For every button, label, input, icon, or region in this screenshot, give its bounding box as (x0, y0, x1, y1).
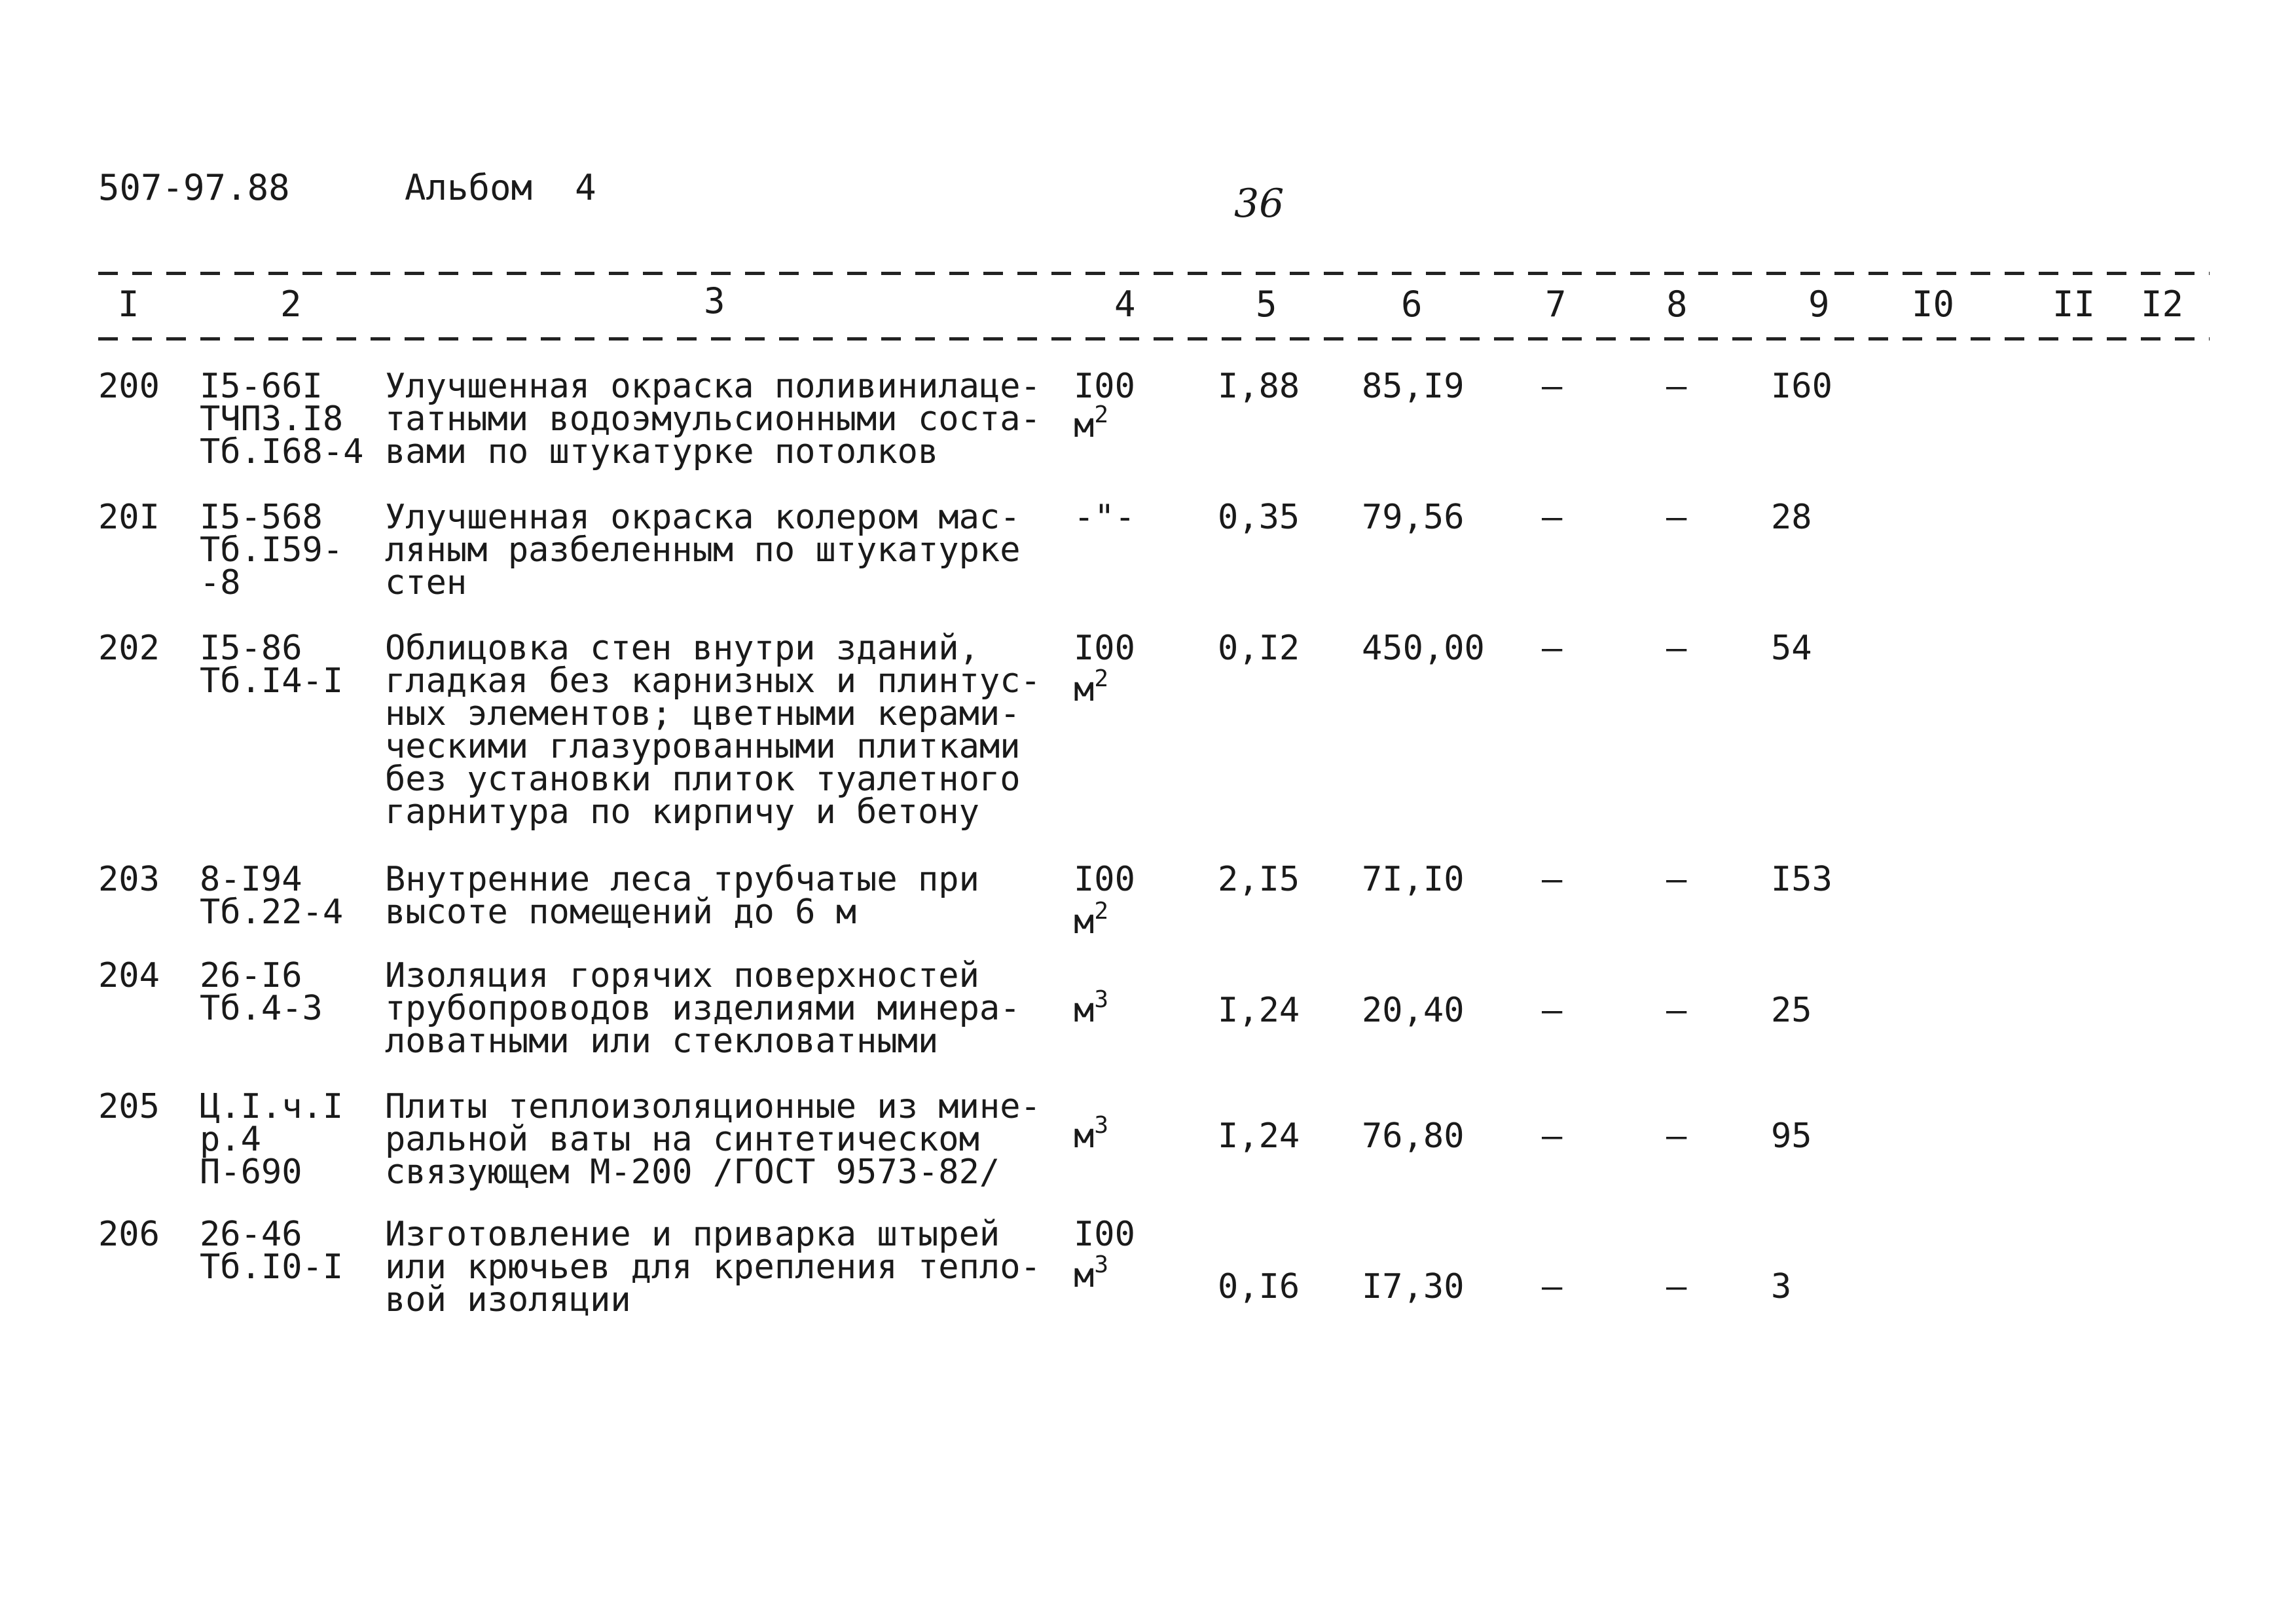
cell-col8: – (1666, 991, 1687, 1030)
code-line: Тб.4-3 (200, 989, 323, 1028)
description-line: ных элементов; цветными керами- (385, 694, 1021, 733)
code-line: Тб.I59- (200, 530, 344, 570)
row-number: 205 (98, 1087, 160, 1126)
page-number: 36 (1234, 181, 1285, 227)
cell-col7: – (1542, 860, 1563, 899)
cell-col9: 25 (1771, 991, 1812, 1030)
code-line: р.4 (200, 1120, 261, 1159)
cell-col8: – (1666, 367, 1687, 406)
unit-measure: $м^3$ (1074, 1251, 1108, 1295)
cell-col8: – (1666, 1267, 1687, 1306)
cell-col7: – (1542, 367, 1563, 406)
cell-col8: – (1666, 860, 1687, 899)
row-number: 204 (98, 956, 160, 995)
code-line: 8-I94 (200, 860, 302, 899)
cell-col5: 0,I2 (1218, 629, 1300, 668)
code-line: Тб.I0-I (200, 1247, 344, 1287)
cell-col6: 79,56 (1362, 498, 1465, 537)
unit-measure: $м^2$ (1074, 898, 1108, 942)
unit-value: -"- (1074, 498, 1135, 537)
unit-measure: $м^2$ (1074, 665, 1108, 709)
description-line: ральной ваты на синтетическом (385, 1120, 979, 1159)
description-line: вой изоляции (385, 1280, 631, 1320)
description-line: или крючьев для крепления тепло- (385, 1247, 1041, 1287)
cell-col5: I,88 (1218, 367, 1300, 406)
cell-col9: 95 (1771, 1116, 1812, 1156)
code-line: -8 (200, 563, 241, 602)
cell-col9: 28 (1771, 498, 1812, 537)
cell-col9: 3 (1771, 1267, 1792, 1306)
cell-col5: 2,I5 (1218, 860, 1300, 899)
unit-value: I00 (1074, 367, 1135, 406)
column-header: 4 (1114, 284, 1136, 325)
description-line: гарнитура по кирпичу и бетону (385, 792, 979, 832)
row-number: 200 (98, 367, 160, 406)
description-line: Плиты теплоизоляционные из мине- (385, 1087, 1041, 1126)
row-number: 202 (98, 629, 160, 668)
row-number: 203 (98, 860, 160, 899)
cell-col6: 450,00 (1362, 629, 1485, 668)
cell-col9: 54 (1771, 629, 1812, 668)
description-line: ческими глазурованными плитками (385, 727, 1021, 766)
unit-measure: $м^3$ (1074, 1112, 1108, 1156)
cell-col6: 76,80 (1362, 1116, 1465, 1156)
cell-col8: – (1666, 1116, 1687, 1156)
column-header: 5 (1256, 284, 1277, 325)
cell-col7: – (1542, 498, 1563, 537)
column-header: 6 (1401, 284, 1423, 325)
column-header: I0 (1912, 284, 1955, 325)
description-line: Улучшенная окраска колером мас- (385, 498, 1021, 537)
row-number: 20I (98, 498, 160, 537)
cell-col7: – (1542, 991, 1563, 1030)
code-line: П-690 (200, 1153, 302, 1192)
description-line: Облицовка стен внутри зданий, (385, 629, 979, 668)
cell-col5: 0,35 (1218, 498, 1300, 537)
document-code: 507-97.88 (98, 167, 290, 208)
unit-measure: $м^3$ (1074, 986, 1108, 1030)
unit-value: I00 (1074, 860, 1135, 899)
cell-col7: – (1542, 629, 1563, 668)
column-header: 3 (704, 280, 725, 322)
cell-col5: 0,I6 (1218, 1267, 1300, 1306)
cell-col9: I60 (1771, 367, 1832, 406)
cell-col7: – (1542, 1116, 1563, 1156)
description-line: трубопроводов изделиями минера- (385, 989, 1021, 1028)
cell-col7: – (1542, 1267, 1563, 1306)
code-line: I5-66I (200, 367, 323, 406)
column-header: II (2052, 284, 2096, 325)
column-header: 7 (1545, 284, 1567, 325)
code-line: Тб.I68-4 (200, 432, 364, 471)
description-line: ляным разбеленным по штукатурке (385, 530, 1021, 570)
code-line: I5-86 (200, 629, 302, 668)
cell-col6: 20,40 (1362, 991, 1465, 1030)
description-line: ловатными или стекловатными (385, 1022, 939, 1061)
description-line: без установки плиток туалетного (385, 760, 1021, 799)
column-header: 9 (1808, 284, 1830, 325)
description-line: татными водоэмульсионными соста- (385, 399, 1041, 439)
cell-col9: I53 (1771, 860, 1832, 899)
album-label: Альбом 4 (405, 167, 596, 208)
code-line: Тб.22-4 (200, 893, 344, 932)
column-header: I2 (2141, 284, 2184, 325)
column-header: I (118, 284, 139, 325)
description-line: Улучшенная окраска поливинилаце- (385, 367, 1041, 406)
code-line: ТЧПЗ.I8 (200, 399, 344, 439)
description-line: Изоляция горячих поверхностей (385, 956, 979, 995)
code-line: I5-568 (200, 498, 323, 537)
unit-measure: $м^2$ (1074, 401, 1108, 445)
cell-col5: I,24 (1218, 991, 1300, 1030)
code-line: 26-46 (200, 1215, 302, 1254)
cell-col6: 85,I9 (1362, 367, 1465, 406)
code-line: Ц.I.ч.I (200, 1087, 344, 1126)
description-line: вами по штукатурке потолков (385, 432, 939, 471)
description-line: высоте помещений до 6 м (385, 893, 857, 932)
description-line: гладкая без карнизных и плинтус- (385, 661, 1041, 701)
description-line: связующем М-200 /ГОСТ 9573-82/ (385, 1153, 1000, 1192)
cell-col6: I7,30 (1362, 1267, 1465, 1306)
cell-col6: 7I,I0 (1362, 860, 1465, 899)
description-line: стен (385, 563, 467, 602)
table-top-rule (98, 272, 2210, 275)
column-header: 2 (280, 284, 302, 325)
table-header-rule (98, 337, 2210, 341)
description-line: Изготовление и приварка штырей (385, 1215, 1000, 1254)
cell-col8: – (1666, 629, 1687, 668)
code-line: Тб.I4-I (200, 661, 344, 701)
description-line: Внутренние леса трубчатые при (385, 860, 979, 899)
code-line: 26-I6 (200, 956, 302, 995)
cell-col8: – (1666, 498, 1687, 537)
cell-col5: I,24 (1218, 1116, 1300, 1156)
column-header: 8 (1666, 284, 1688, 325)
row-number: 206 (98, 1215, 160, 1254)
unit-value: I00 (1074, 629, 1135, 668)
unit-value: I00 (1074, 1215, 1135, 1254)
